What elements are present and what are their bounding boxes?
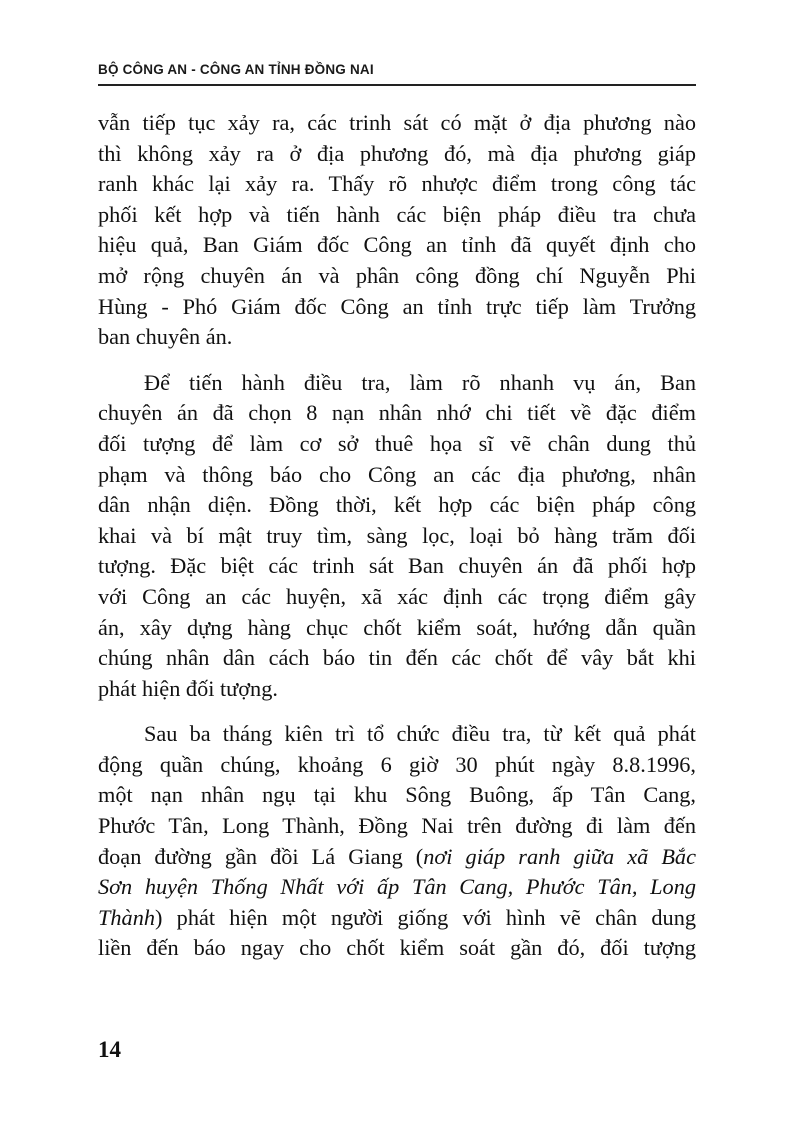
text-line: dân nhận diện. Đồng thời, kết hợp các biện pháp công	[98, 492, 696, 518]
header-divider	[98, 84, 696, 86]
text-line: mở rộng chuyên án và phân công đồng chí Nguyễn Phi	[98, 262, 696, 288]
text-line: khai và bí mật truy tìm, sàng lọc, loại bỏ hàng trăm đối	[98, 522, 696, 548]
text-line: Sau ba tháng kiên trì tổ chức điều tra, từ kết quả phát	[144, 721, 696, 747]
text-segment: ) phát hiện một người giống với hình vẽ chân dung	[155, 904, 696, 930]
text-line: ranh khác lại xảy ra. Thấy rõ nhược điểm trong công tác	[98, 171, 696, 197]
text-line: thì không xảy ra ở địa phương đó, mà địa phương giáp	[98, 140, 696, 166]
text-line: liền đến báo ngay cho chốt kiểm soát gần đó, đối tượng	[98, 935, 696, 961]
paragraph-1	[98, 108, 696, 353]
paragraph-2	[98, 368, 696, 705]
text-line: Để tiến hành điều tra, làm rõ nhanh vụ án, Ban	[144, 369, 696, 395]
italic-segment: Thành	[98, 904, 155, 930]
text-line: Phước Tân, Long Thành, Đồng Nai trên đường đi làm đến	[98, 813, 696, 839]
paragraph-3	[98, 719, 696, 964]
paragraph-gap	[98, 704, 696, 719]
text-line: Hùng - Phó Giám đốc Công an tỉnh trực tiếp làm Trưởng	[98, 293, 696, 319]
text-line: với Công an các huyện, xã xác định các trọng điểm gây	[98, 583, 696, 609]
italic-segment: nơi giáp ranh giữa xã Bắc	[423, 843, 696, 869]
page-body	[98, 108, 696, 964]
text-line: phát hiện đối tượng.	[98, 675, 278, 701]
text-line: phối kết hợp và tiến hành các biện pháp điều tra chưa	[98, 201, 696, 227]
text-line	[98, 903, 696, 934]
text-line: ban chuyên án.	[98, 324, 233, 350]
running-header: BỘ CÔNG AN - CÔNG AN TỈNH ĐỒNG NAI	[98, 62, 374, 77]
text-line: chúng nhân dân cách báo tin đến các chốt để vây bắt khi	[98, 645, 696, 671]
text-line: tượng. Đặc biệt các trinh sát Ban chuyên án đã phối hợp	[98, 553, 696, 579]
paragraph-gap	[98, 353, 696, 368]
text-line	[98, 842, 696, 873]
text-line: hiệu quả, Ban Giám đốc Công an tỉnh đã quyết định cho	[98, 232, 696, 258]
text-line: một nạn nhân ngụ tại khu Sông Buông, ấp Tân Cang,	[98, 782, 696, 808]
text-line: chuyên án đã chọn 8 nạn nhân nhớ chi tiết về đặc điểm	[98, 400, 696, 426]
text-line: phạm và thông báo cho Công an các địa phương, nhân	[98, 461, 696, 487]
text-line: vẫn tiếp tục xảy ra, các trinh sát có mặt ở địa phương nào	[98, 110, 696, 135]
text-line: án, xây dựng hàng chục chốt kiểm soát, hướng dẫn quần	[98, 614, 696, 640]
text-line: Sơn huyện Thống Nhất với ấp Tân Cang, Phước Tân, Long	[98, 874, 696, 900]
page-number: 14	[98, 1037, 121, 1062]
text-line: động quần chúng, khoảng 6 giờ 30 phút ngày 8.8.1996,	[98, 751, 696, 777]
text-line: đối tượng để làm cơ sở thuê họa sĩ vẽ chân dung thủ	[98, 430, 696, 456]
text-segment: đoạn đường gần đồi Lá Giang (	[98, 843, 424, 869]
